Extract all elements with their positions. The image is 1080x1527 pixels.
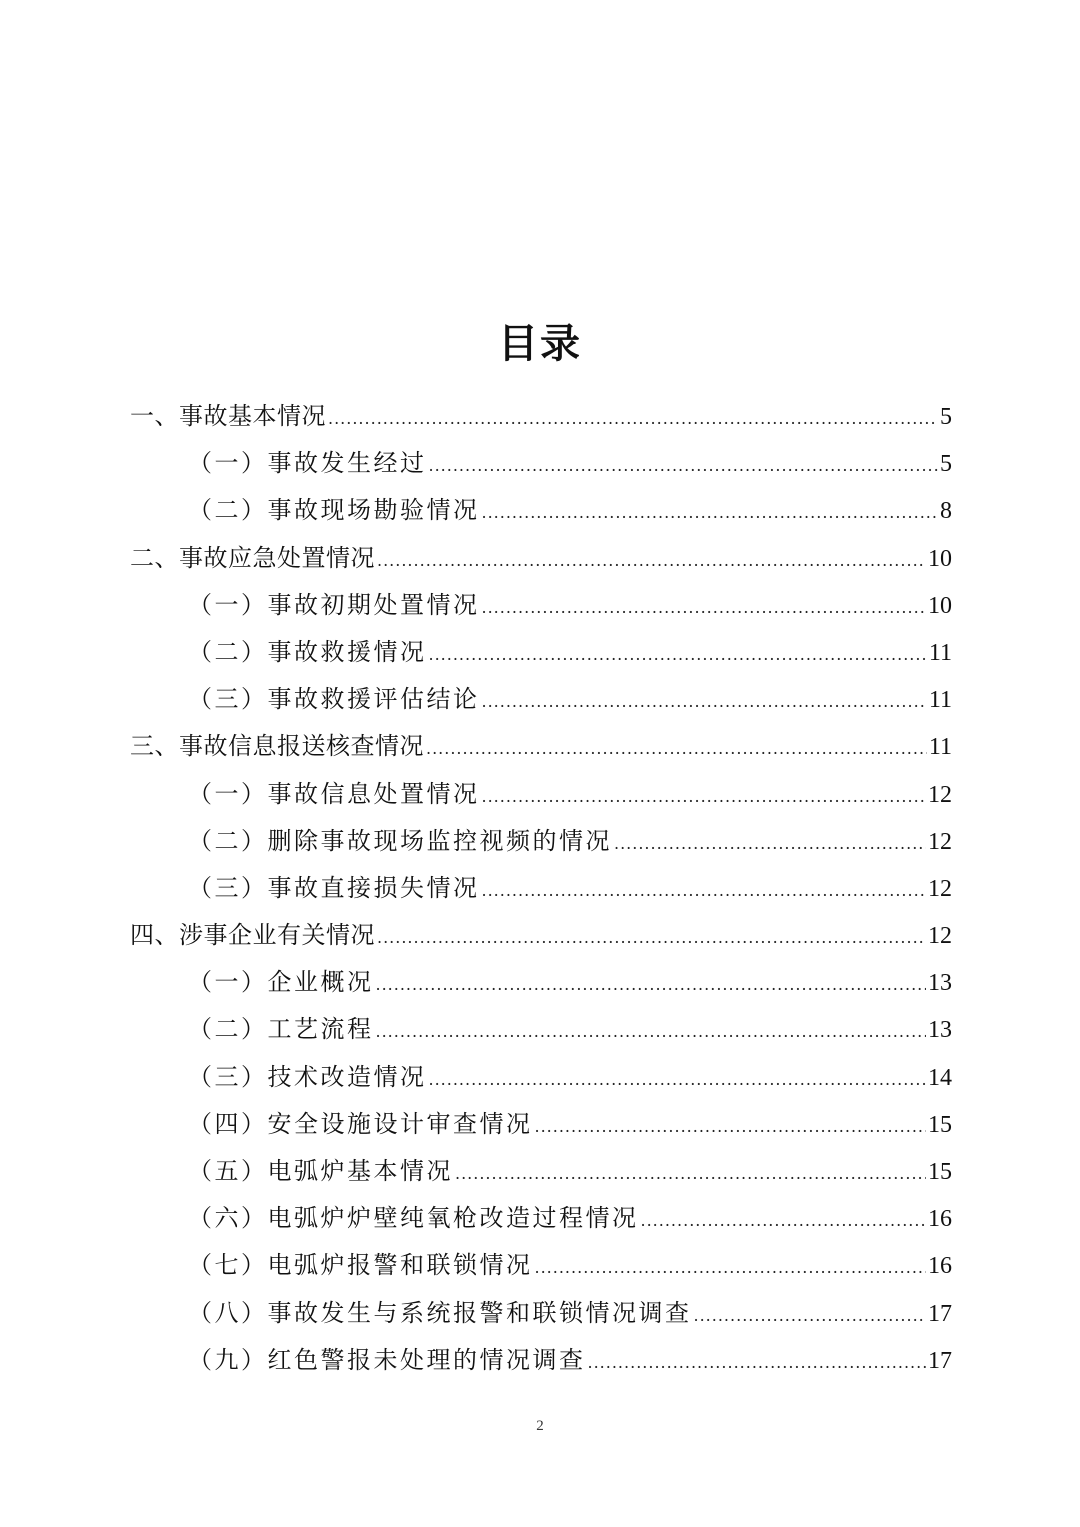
toc-entry-label: （二）删除事故现场监控视频的情况: [188, 826, 612, 855]
toc-dot-leader: [429, 1056, 927, 1103]
toc-entry-page: 12: [928, 828, 952, 855]
toc-entry-page: 17: [928, 1347, 952, 1374]
page-number: 2: [536, 1418, 544, 1434]
toc-entry-page: 13: [928, 970, 952, 997]
toc-dot-leader: [641, 1197, 927, 1244]
toc-entry[interactable]: [130, 1195, 952, 1242]
toc-entry-page: 17: [928, 1300, 952, 1327]
toc-dot-leader: [429, 442, 939, 489]
toc-dot-leader: [376, 1008, 927, 1055]
toc-entry[interactable]: [130, 1242, 952, 1289]
toc-entry[interactable]: [130, 959, 952, 1006]
toc-dot-leader: [535, 1244, 927, 1291]
toc-entry-page: 8: [940, 498, 952, 525]
toc-entry-label: （九）红色警报未处理的情况调查: [188, 1345, 586, 1374]
toc-entry[interactable]: [130, 1148, 952, 1195]
toc-entry[interactable]: [130, 487, 952, 534]
toc-entry-label: （一）事故发生经过: [188, 449, 427, 478]
toc-dot-leader: [482, 584, 927, 631]
toc-entry-label: （三）技术改造情况: [188, 1062, 427, 1091]
toc-entry[interactable]: [130, 676, 952, 723]
toc-entry-label: （一）事故信息处置情况: [188, 779, 480, 808]
toc-entry-page: 5: [940, 404, 952, 430]
toc-entry[interactable]: [130, 440, 952, 487]
toc-entry-page: 10: [928, 545, 952, 572]
toc-entry-page: 12: [928, 781, 952, 808]
toc-entry-label: （五）电弧炉基本情况: [188, 1157, 453, 1185]
toc-entry-label: 二、事故应急处置情况: [130, 543, 375, 572]
toc-title: 目录: [498, 320, 582, 367]
toc-entry[interactable]: [130, 1290, 952, 1337]
toc-dot-leader: [377, 914, 926, 961]
toc-entry-label: （一）企业概况: [188, 968, 374, 997]
toc-dot-leader: [694, 1292, 927, 1339]
toc-entry[interactable]: [130, 1101, 952, 1148]
toc-entry-label: 四、涉事企业有关情况: [130, 921, 375, 950]
toc-dot-leader: [429, 631, 927, 678]
toc-entry[interactable]: [130, 1337, 952, 1384]
toc-entry-label: （二）事故救援情况: [188, 637, 427, 666]
toc-entry[interactable]: [130, 865, 952, 912]
toc-entry-page: 15: [928, 1111, 952, 1138]
toc-entry-page: 12: [928, 923, 952, 950]
toc-dot-leader: [588, 1339, 927, 1386]
toc-entry[interactable]: [130, 582, 952, 629]
toc-entry-page: 16: [928, 1206, 952, 1233]
toc-entry-page: 15: [928, 1159, 952, 1185]
toc-entry-label: 三、事故信息报送核查情况: [130, 732, 424, 761]
toc-entry-label: （二）事故现场勘验情况: [188, 496, 480, 525]
toc-entry-page: 11: [928, 734, 952, 761]
toc-dot-leader: [535, 1103, 927, 1150]
toc-entry-label: （三）事故直接损失情况: [188, 873, 480, 902]
toc-entry-page: 10: [928, 592, 952, 619]
toc-dot-leader: [482, 867, 927, 914]
toc-entry[interactable]: [130, 535, 952, 582]
toc-entry[interactable]: [130, 1006, 952, 1053]
toc-dot-leader: [482, 678, 927, 725]
toc-dot-leader: [377, 537, 926, 584]
toc-entry-label: 一、事故基本情况: [130, 402, 326, 430]
toc-dot-leader: [482, 773, 927, 820]
toc-entry[interactable]: [130, 629, 952, 676]
toc-entry[interactable]: [130, 393, 952, 440]
toc-dot-leader: [482, 489, 939, 536]
toc-entry[interactable]: [130, 818, 952, 865]
toc-entry-label: （四）安全设施设计审查情况: [188, 1109, 533, 1138]
toc-entry-page: 13: [928, 1017, 952, 1044]
toc-entry[interactable]: [130, 912, 952, 959]
toc-entry-label: （六）电弧炉炉壁纯氧枪改造过程情况: [188, 1204, 639, 1233]
toc-dot-leader: [328, 395, 938, 442]
toc-entry[interactable]: [130, 723, 952, 770]
toc-entry-label: （一）事故初期处置情况: [188, 590, 480, 619]
toc-entry-label: （二）工艺流程: [188, 1015, 374, 1044]
toc-entry-page: 5: [940, 451, 952, 478]
toc-entry-label: （七）电弧炉报警和联锁情况: [188, 1251, 533, 1280]
toc-entry[interactable]: [130, 1054, 952, 1101]
table-of-contents: [130, 393, 952, 1384]
toc-entry-page: 14: [928, 1064, 952, 1091]
toc-entry[interactable]: [130, 771, 952, 818]
toc-entry-page: 16: [928, 1253, 952, 1280]
toc-dot-leader: [614, 820, 926, 867]
toc-dot-leader: [376, 961, 927, 1008]
toc-dot-leader: [455, 1150, 926, 1197]
toc-dot-leader: [426, 725, 927, 772]
toc-entry-page: 11: [928, 687, 952, 714]
toc-entry-page: 11: [928, 639, 952, 666]
toc-entry-label: （三）事故救援评估结论: [188, 685, 480, 714]
toc-entry-label: （八）事故发生与系统报警和联锁情况调查: [188, 1298, 692, 1327]
toc-entry-page: 12: [928, 875, 952, 902]
